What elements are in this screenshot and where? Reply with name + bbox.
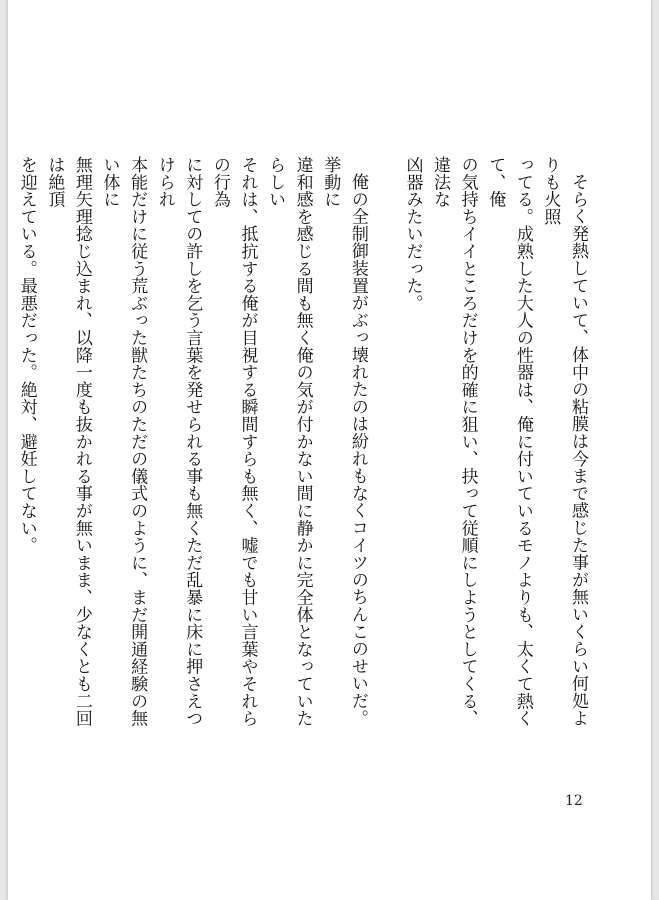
- page-number: 12: [565, 793, 583, 809]
- paragraph-spacer: [0, 156, 12, 157]
- vertical-body-text: [0, 156, 591, 736]
- paragraph-spacer: [371, 156, 398, 157]
- book-page: [8, 0, 651, 900]
- paragraph-2: 俺の全制御装置がぶっ壊れたのは紛れもなくコイツのちんこのせいだ。挙動に 違和感を感じる間も無く俺の気が付かない間に静かに完全体となっていたらしい それは、抵抗する俺が目視する瞬間すらも無く、嘘でも甘い言葉やそれらの行為 に対しての許しを乞う言葉を発せられる事も無くただ乱暴に床に押さえつけられ 本能だけに従う荒ぶった獣たちのただの儀式のように、まだ開通経験の無い体に 無理矢理捻じ込まれ、以降一度も抜かれる事が無いまま、少なくとも二回は絶頂 を迎えている。最悪だった。絶対、避妊してない。: [16, 156, 368, 727]
- paragraph-1: そらく発熱していて、体中の粘膜は今まで感じた事が無いくらい何処よりも火照 ってる。成熟した大人の性器は、俺に付いているモノよりも、太くて熱くて、俺 の気持ちイイところだけを的確に狙い、抉って従順にしようとしてくる、違法な 凶器みたいだった。: [402, 156, 588, 727]
